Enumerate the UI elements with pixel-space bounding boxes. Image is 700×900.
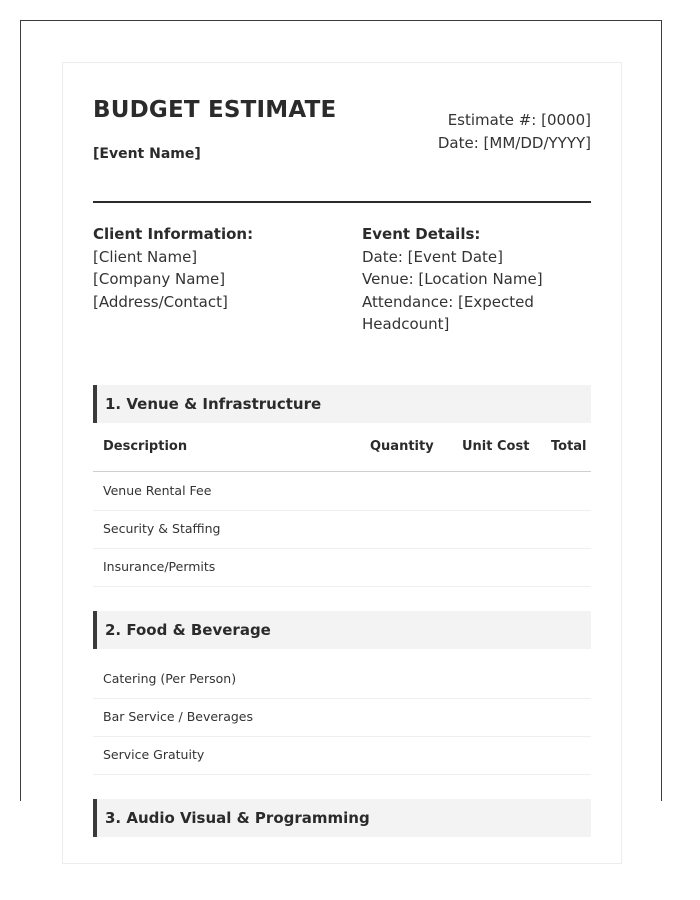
- estimate-date: Date: [MM/DD/YYYY]: [437, 134, 591, 152]
- table-row: [93, 548, 591, 587]
- event-venue: Venue: [Location Name]: [362, 270, 543, 288]
- row-description: Catering (Per Person): [103, 671, 237, 686]
- header-divider: [93, 201, 591, 203]
- column-header-total: Total: [551, 439, 587, 454]
- event-name: [Event Name]: [93, 146, 201, 162]
- document-frame: [20, 20, 662, 827]
- column-header-unit-cost: Unit Cost: [462, 439, 530, 454]
- estimate-meta: [438, 109, 591, 155]
- budget-estimate-page: [62, 62, 622, 864]
- event-details: [362, 223, 591, 336]
- table-row: [93, 510, 591, 549]
- row-description: Service Gratuity: [103, 747, 205, 762]
- event-attendance-cont: Headcount]: [362, 315, 450, 333]
- event-details-heading: Event Details:: [362, 225, 481, 243]
- table-row: [93, 736, 591, 775]
- event-date: Date: [Event Date]: [362, 247, 503, 266]
- event-attendance: Attendance: [Expected: [362, 292, 534, 311]
- table-header: [93, 423, 591, 472]
- section-heading-food: 2. Food & Beverage: [93, 611, 591, 649]
- page-title: BUDGET ESTIMATE: [93, 97, 337, 123]
- column-header-quantity: Quantity: [370, 439, 434, 454]
- row-description: Bar Service / Beverages: [103, 709, 253, 724]
- table-row: [93, 660, 591, 699]
- client-information: [93, 223, 343, 313]
- row-description: Insurance/Permits: [103, 559, 216, 574]
- row-description: Venue Rental Fee: [103, 483, 212, 498]
- section-heading-av: 3. Audio Visual & Programming: [93, 799, 591, 837]
- column-header-description: Description: [103, 439, 188, 454]
- table-row: [93, 472, 591, 511]
- estimate-number: Estimate #: [0000]: [447, 111, 591, 129]
- section-heading-venue: 1. Venue & Infrastructure: [93, 385, 591, 423]
- client-name: [Client Name]: [93, 247, 198, 266]
- address-contact: [Address/Contact]: [93, 292, 228, 311]
- client-info-heading: Client Information:: [93, 225, 254, 243]
- table-row: [93, 698, 591, 737]
- row-description: Security & Staffing: [103, 521, 221, 536]
- company-name: [Company Name]: [93, 270, 226, 288]
